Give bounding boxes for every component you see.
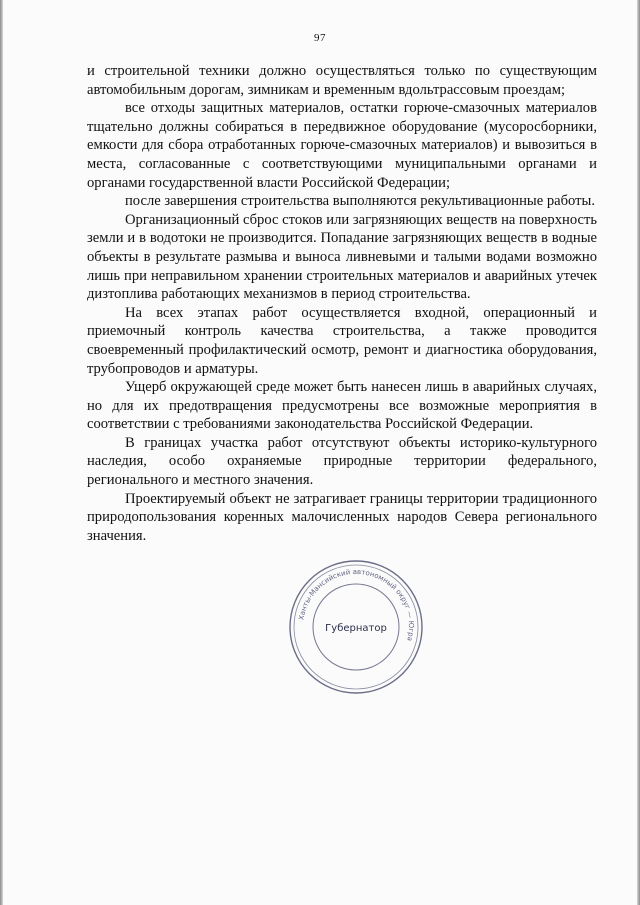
paragraph-3: после завершения строительства выполняются рекультивационные работы. xyxy=(125,193,595,210)
stamp-ring-text: Ханты-Мансийский автономный округ — Югра xyxy=(297,567,416,642)
paragraph-7: В границах участка работ отсутствуют объекты историко-культурного наследия, особо охраняемые природные территории федерального, регионального и местного значения. xyxy=(87,434,597,489)
paragraph-2: все отходы защитных материалов, остатки горюче-смазочных материалов тщательно должны собираться в передвижное оборудование (мусоросборники, емкости для сбора отработанных горюче-смазочных материалов) и вывозиться в места, согласованные с соответствующими муниципальными органами и органами государственной власти Российской Федерации; xyxy=(87,100,597,191)
scan-edge-left xyxy=(0,0,3,905)
paragraph-5: На всех этапах работ осуществляется входной, операционный и приемочный контроль качества строительства, а также проводится своевременный профилактический осмотр, ремонт и диагностика оборудования, трубопроводов и арматуры. xyxy=(87,304,597,377)
paragraph-8: Проектируемый объект не затрагивает границы территории традиционного природопользования коренных малочисленных народов Севера регионального значения. xyxy=(87,490,597,544)
paragraph-6: Ущерб окружающей среде может быть нанесен лишь в аварийных случаях, но для их предотвращения предусмотрены все возможные мероприятия в соответствии с требованиями законодательства Российской Федерации. xyxy=(87,379,597,433)
official-stamp xyxy=(287,558,425,696)
paragraph-1: и строительной техники должно осуществляться только по существующим автомобильным дорогам, зимникам и временным вдольтрассовым проездам; xyxy=(87,63,597,98)
page-number: 97 xyxy=(314,32,326,44)
body-text xyxy=(87,62,597,545)
stamp-center-text: Губернатор xyxy=(325,623,387,634)
paragraph-4: Организационный сброс стоков или загрязняющих веществ на поверхность земли и в водотоки не производится. Попадание загрязняющих веществ в водные объекты в результате размыва и выноса ливневыми и талыми водами возможно лишь при неправильном хранении строительных материалов и аварийных утечек дизтоплива работающих механизмов в период строительства. xyxy=(87,211,597,303)
